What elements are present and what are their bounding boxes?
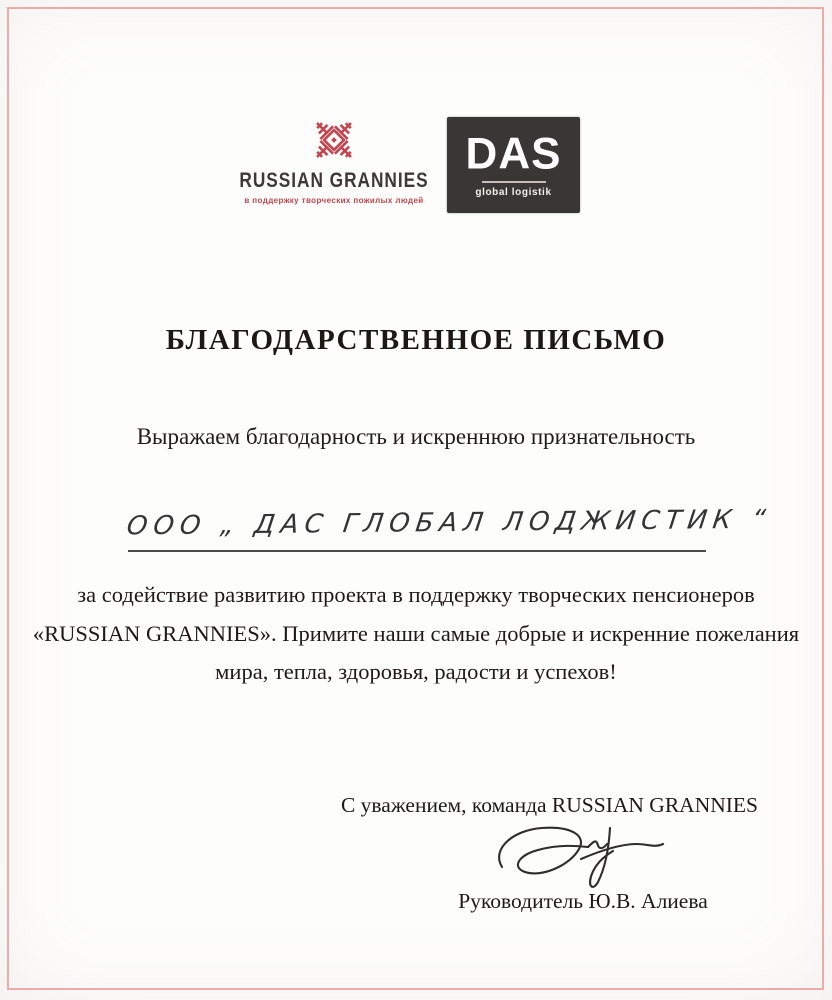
russian-grannies-tagline: в поддержку творческих пожилых людей bbox=[244, 196, 424, 205]
signer-line: Руководитель Ю.В. Алиева bbox=[458, 889, 708, 913]
das-logo-subtitle: global logistik bbox=[475, 187, 552, 198]
das-logo bbox=[447, 117, 580, 213]
intro-line: Выражаем благодарность и искреннюю признательность bbox=[136, 424, 696, 449]
das-logo-divider bbox=[482, 181, 546, 183]
das-logo-text: DAS bbox=[465, 128, 562, 179]
body-line-2: «RUSSIAN GRANNIES». Примите наши самые добрые и искренние пожелания bbox=[32, 620, 800, 646]
body-paragraph bbox=[0, 576, 832, 692]
letter-title: БЛАГОДАРСТВЕННОЕ ПИСЬМО bbox=[165, 324, 667, 356]
folk-ornament-icon bbox=[302, 108, 366, 172]
body-line-3: мира, тепла, здоровья, радости и успехов! bbox=[215, 659, 617, 684]
body-line-1: за содействие развитию проекта в поддержку творческих пенсионеров bbox=[77, 582, 755, 607]
closing-line: С уважением, команда RUSSIAN GRANNIES bbox=[340, 793, 758, 817]
russian-grannies-logo-text: RUSSIAN GRANNIES bbox=[239, 168, 429, 192]
russian-grannies-logo bbox=[214, 108, 454, 205]
handwritten-signature bbox=[486, 818, 676, 893]
recipient-underline bbox=[124, 498, 774, 552]
recipient-handwritten-text: ООО „ ДАС ГЛОБАЛ ЛОДЖИСТИК “ bbox=[124, 504, 774, 542]
